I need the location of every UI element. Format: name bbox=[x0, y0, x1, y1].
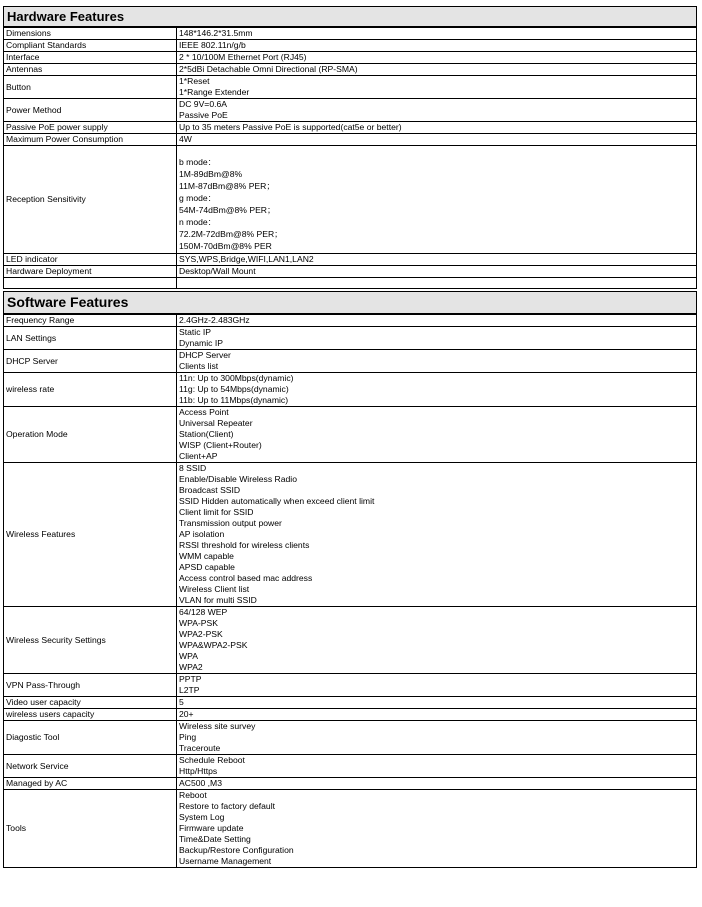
spec-value-line: Ping bbox=[179, 732, 197, 742]
spec-value-line: 11n: Up to 300Mbps(dynamic) bbox=[179, 373, 294, 383]
spec-label: wireless users capacity bbox=[4, 709, 177, 721]
spec-value-line: 4W bbox=[179, 134, 192, 144]
spec-row bbox=[4, 52, 697, 64]
software-features-table bbox=[3, 314, 697, 868]
spec-value bbox=[177, 463, 697, 607]
spec-value-line: 150M-70dBm@8% PER bbox=[179, 241, 272, 251]
spec-value-line: WPA-PSK bbox=[179, 618, 218, 628]
spec-value-line: SSID Hidden automatically when exceed client limit bbox=[179, 496, 375, 506]
spec-value-line: 2 * 10/100M Ethernet Port (RJ45) bbox=[179, 52, 307, 62]
spec-value-line: Transmission output power bbox=[179, 518, 282, 528]
spec-value-line: WPA bbox=[179, 651, 198, 661]
spec-row bbox=[4, 134, 697, 146]
spec-label: Maximum Power Consumption bbox=[4, 134, 177, 146]
spec-value-line: Http/Https bbox=[179, 766, 218, 776]
spec-value-line: APSD capable bbox=[179, 562, 235, 572]
spec-label: DHCP Server bbox=[4, 350, 177, 373]
spec-row bbox=[4, 315, 697, 327]
spec-value-line: b mode： bbox=[179, 157, 217, 167]
spec-row bbox=[4, 28, 697, 40]
spec-value-line: 54M-74dBm@8% PER； bbox=[179, 205, 276, 215]
spec-value-line: 1*Reset bbox=[179, 76, 210, 86]
spec-value bbox=[177, 266, 697, 278]
spec-row bbox=[4, 778, 697, 790]
spec-value-line: Passive PoE bbox=[179, 110, 228, 120]
spec-value-line: Restore to factory default bbox=[179, 801, 276, 811]
spec-value-line: Traceroute bbox=[179, 743, 221, 753]
spec-row bbox=[4, 254, 697, 266]
spec-value bbox=[177, 327, 697, 350]
spec-value bbox=[177, 373, 697, 407]
spec-row bbox=[4, 674, 697, 697]
spec-value-line: AP isolation bbox=[179, 529, 225, 539]
spec-value-line: n mode： bbox=[179, 217, 217, 227]
spec-value-line: WPA2 bbox=[179, 662, 203, 672]
spec-row bbox=[4, 755, 697, 778]
spec-value bbox=[177, 755, 697, 778]
spec-value-line: 11M-87dBm@8% PER； bbox=[179, 181, 275, 191]
spec-value bbox=[177, 76, 697, 99]
spec-value bbox=[177, 52, 697, 64]
spec-value-line: Firmware update bbox=[179, 823, 244, 833]
spec-value-line: Reboot bbox=[179, 790, 207, 800]
spec-value-line: 11g: Up to 54Mbps(dynamic) bbox=[179, 384, 289, 394]
spec-value-line: Clients list bbox=[179, 361, 219, 371]
hardware-features-table bbox=[3, 27, 697, 289]
spec-value-line: Static IP bbox=[179, 327, 211, 337]
empty-cell bbox=[177, 278, 697, 289]
empty-row bbox=[4, 278, 697, 289]
spec-label: Interface bbox=[4, 52, 177, 64]
spec-value bbox=[177, 350, 697, 373]
spec-value-line: Wireless site survey bbox=[179, 721, 256, 731]
spec-label: Reception Sensitivity bbox=[4, 146, 177, 254]
spec-value-line: Station(Client) bbox=[179, 429, 234, 439]
spec-label: Dimensions bbox=[4, 28, 177, 40]
software-features-body bbox=[4, 315, 697, 868]
spec-label: LED indicator bbox=[4, 254, 177, 266]
spec-row bbox=[4, 373, 697, 407]
spec-label: Passive PoE power supply bbox=[4, 122, 177, 134]
spec-value bbox=[177, 674, 697, 697]
spec-row bbox=[4, 709, 697, 721]
empty-cell bbox=[4, 278, 177, 289]
spec-row bbox=[4, 64, 697, 76]
spec-value-line: WPA2-PSK bbox=[179, 629, 223, 639]
spec-value bbox=[177, 40, 697, 52]
spec-value-line: Backup/Restore Configuration bbox=[179, 845, 294, 855]
spec-value-line: Broadcast SSID bbox=[179, 485, 241, 495]
spec-label: Network Service bbox=[4, 755, 177, 778]
spec-value bbox=[177, 146, 697, 254]
spec-value bbox=[177, 407, 697, 463]
spec-value-line: WMM capable bbox=[179, 551, 234, 561]
spec-value-line: g mode： bbox=[179, 193, 217, 203]
spec-label: Power Method bbox=[4, 99, 177, 122]
spec-value-line: 11b: Up to 11Mbps(dynamic) bbox=[179, 395, 289, 405]
spec-value-line: Up to 35 meters Passive PoE is supported(cat5e or better) bbox=[179, 122, 402, 132]
spec-row bbox=[4, 697, 697, 709]
spec-value-line: WISP (Client+Router) bbox=[179, 440, 262, 450]
spec-row bbox=[4, 99, 697, 122]
spec-value bbox=[177, 778, 697, 790]
spec-value-line: DC 9V=0.6A bbox=[179, 99, 228, 109]
spec-value-line: Wireless Client list bbox=[179, 584, 250, 594]
spec-value-line: AC500 ,M3 bbox=[179, 778, 222, 788]
spec-value-line: Universal Repeater bbox=[179, 418, 253, 428]
spec-label: Diagostic Tool bbox=[4, 721, 177, 755]
spec-value bbox=[177, 697, 697, 709]
spec-value-line: RSSI threshold for wireless clients bbox=[179, 540, 310, 550]
spec-value bbox=[177, 99, 697, 122]
spec-label: VPN Pass-Through bbox=[4, 674, 177, 697]
spec-value-line: 72.2M-72dBm@8% PER； bbox=[179, 229, 283, 239]
spec-value-line: System Log bbox=[179, 812, 225, 822]
spec-value-line: Access control based mac address bbox=[179, 573, 313, 583]
spec-value bbox=[177, 64, 697, 76]
spec-value-line: Desktop/Wall Mount bbox=[179, 266, 256, 276]
spec-row bbox=[4, 407, 697, 463]
spec-value-line: 5 bbox=[179, 697, 184, 707]
spec-value-line: 1*Range Extender bbox=[179, 87, 250, 97]
spec-label: Operation Mode bbox=[4, 407, 177, 463]
spec-value bbox=[177, 28, 697, 40]
spec-value-line: L2TP bbox=[179, 685, 200, 695]
hardware-features-heading: Hardware Features bbox=[3, 6, 697, 27]
spec-label: Wireless Security Settings bbox=[4, 607, 177, 674]
blank-line bbox=[179, 146, 696, 157]
spec-label: wireless rate bbox=[4, 373, 177, 407]
spec-value bbox=[177, 134, 697, 146]
spec-row bbox=[4, 146, 697, 254]
spec-label: Hardware Deployment bbox=[4, 266, 177, 278]
spec-label: LAN Settings bbox=[4, 327, 177, 350]
spec-row bbox=[4, 76, 697, 99]
spec-value-line: Username Management bbox=[179, 856, 272, 866]
spec-value-line: IEEE 802.11n/g/b bbox=[179, 40, 246, 50]
spec-label: Video user capacity bbox=[4, 697, 177, 709]
spec-value-line: Client limit for SSID bbox=[179, 507, 254, 517]
spec-value-line: WPA&WPA2-PSK bbox=[179, 640, 248, 650]
spec-value bbox=[177, 790, 697, 868]
spec-value-line: Dynamic IP bbox=[179, 338, 223, 348]
spec-value-line: 8 SSID bbox=[179, 463, 207, 473]
hardware-features-body bbox=[4, 28, 697, 289]
spec-row bbox=[4, 721, 697, 755]
spec-row bbox=[4, 350, 697, 373]
spec-sheet bbox=[3, 6, 697, 868]
spec-label: Wireless Features bbox=[4, 463, 177, 607]
spec-value-line: Time&Date Setting bbox=[179, 834, 251, 844]
spec-value-line: PPTP bbox=[179, 674, 202, 684]
spec-label: Antennas bbox=[4, 64, 177, 76]
spec-value-line: 148*146.2*31.5mm bbox=[179, 28, 253, 38]
spec-value-line: SYS,WPS,Bridge,WIFI,LAN1,LAN2 bbox=[179, 254, 314, 264]
spec-value-line: 1M-89dBm@8% bbox=[179, 169, 243, 179]
spec-value-line: Enable/Disable Wireless Radio bbox=[179, 474, 297, 484]
spec-value bbox=[177, 254, 697, 266]
spec-value-line: DHCP Server bbox=[179, 350, 231, 360]
spec-label: Compliant Standards bbox=[4, 40, 177, 52]
spec-row bbox=[4, 266, 697, 278]
spec-value bbox=[177, 315, 697, 327]
spec-row bbox=[4, 790, 697, 868]
spec-row bbox=[4, 122, 697, 134]
spec-row bbox=[4, 607, 697, 674]
spec-value-line: Access Point bbox=[179, 407, 229, 417]
spec-value bbox=[177, 122, 697, 134]
spec-value bbox=[177, 721, 697, 755]
spec-label: Tools bbox=[4, 790, 177, 868]
spec-value-line: 2*5dBi Detachable Omni Directional (RP-SMA) bbox=[179, 64, 358, 74]
software-features-heading: Software Features bbox=[3, 291, 697, 314]
spec-label: Frequency Range bbox=[4, 315, 177, 327]
spec-value-line: Client+AP bbox=[179, 451, 218, 461]
spec-row bbox=[4, 463, 697, 607]
spec-value-line: 20+ bbox=[179, 709, 194, 719]
spec-value-line: 64/128 WEP bbox=[179, 607, 228, 617]
spec-row bbox=[4, 40, 697, 52]
spec-value bbox=[177, 607, 697, 674]
spec-label: Managed by AC bbox=[4, 778, 177, 790]
spec-value-line: VLAN for multi SSID bbox=[179, 595, 257, 605]
spec-value-line: 2.4GHz-2.483GHz bbox=[179, 315, 250, 325]
spec-row bbox=[4, 327, 697, 350]
spec-value-line: Schedule Reboot bbox=[179, 755, 245, 765]
spec-label: Button bbox=[4, 76, 177, 99]
spec-value bbox=[177, 709, 697, 721]
